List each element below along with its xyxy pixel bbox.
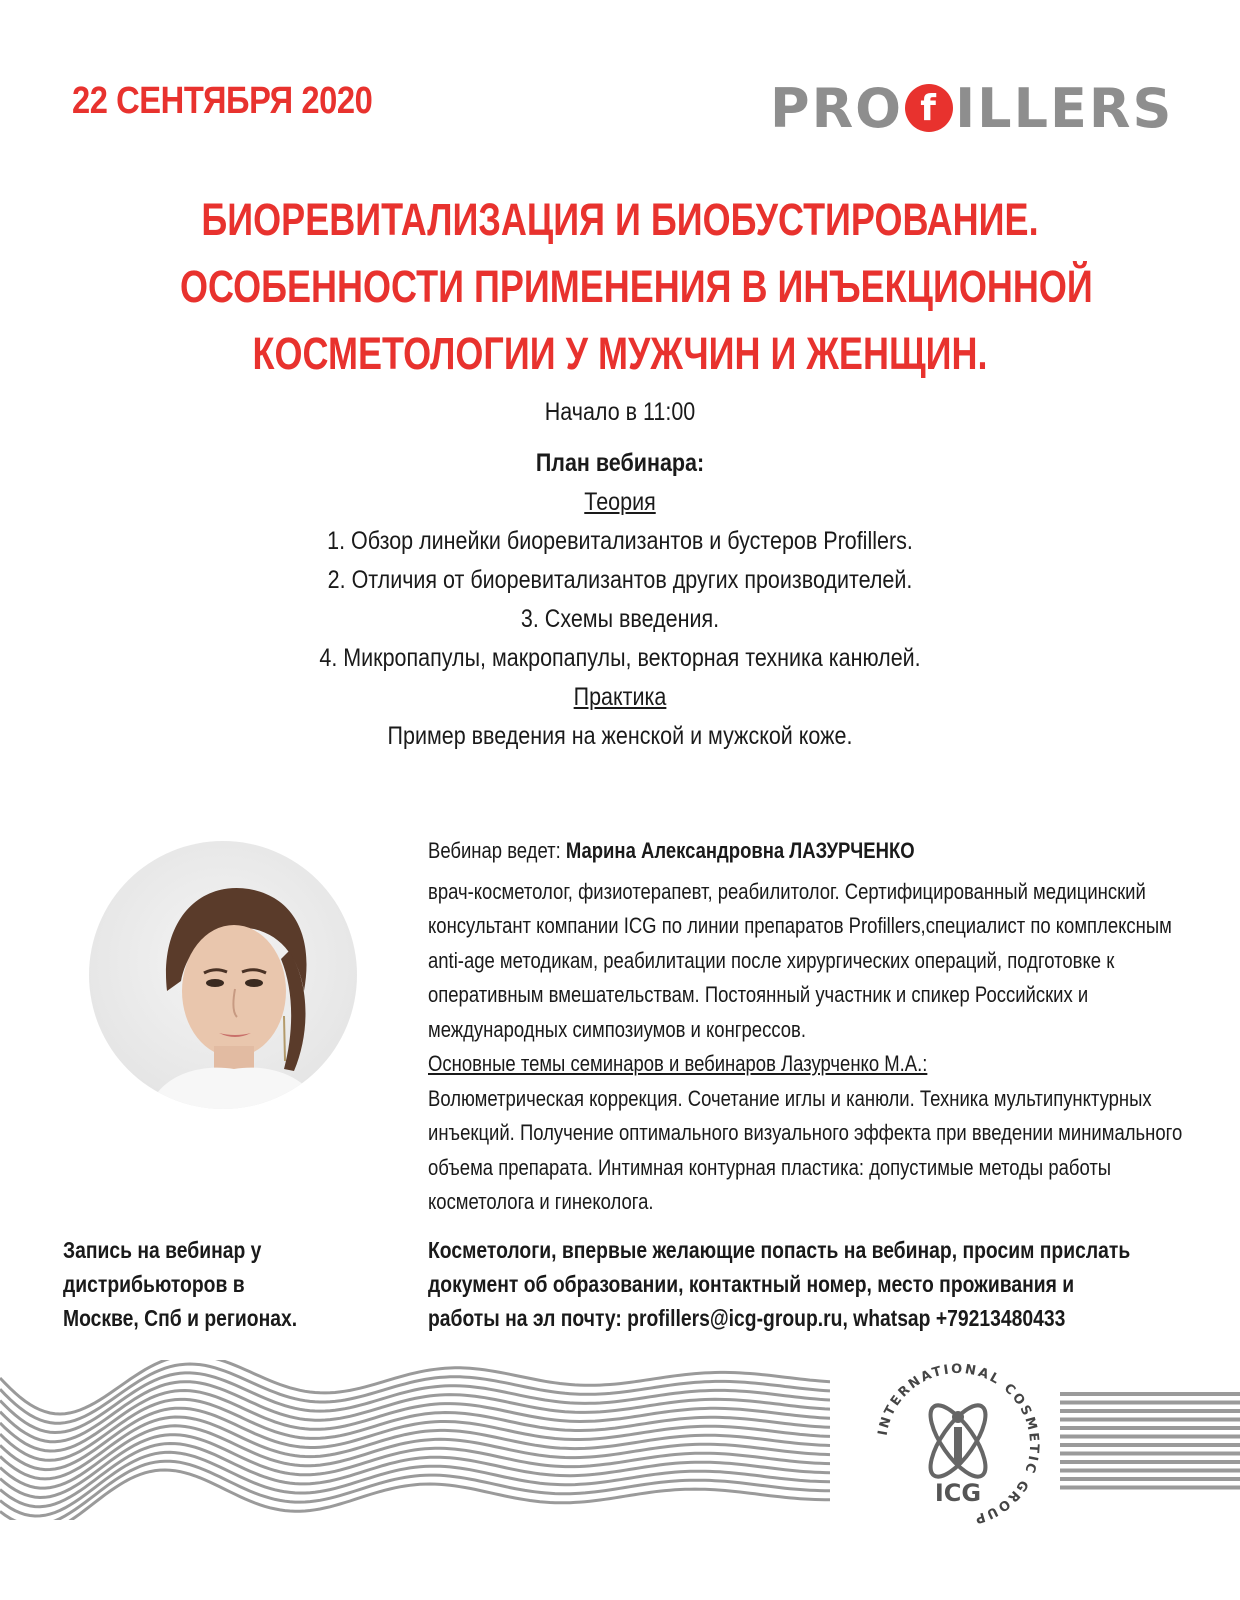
- icg-ring-text: INTERNATIONAL COSMETIC GROUP: [875, 1361, 1042, 1527]
- host-line: [428, 834, 1066, 869]
- stripe-line: [1060, 1426, 1240, 1430]
- speaker-portrait-illustration: [89, 841, 357, 1109]
- stripe-line: [1060, 1409, 1240, 1413]
- practice-item: Пример введения на женской и мужской коже.: [387, 722, 853, 750]
- notice-line: работы на эл почту: profillers@icg-group.ru, whatsap +79213480433: [428, 1305, 1066, 1331]
- title-line: БИОРЕВИТАЛИЗАЦИЯ И БИОБУСТИРОВАНИЕ.: [201, 194, 1039, 245]
- plan-title: План вебинара:: [535, 449, 705, 477]
- practice-heading: Практика: [573, 683, 667, 711]
- bio-line: консультант компании ICG по линии препаратов Profillers,специалист по комплексным: [428, 913, 1172, 938]
- icg-label: ICG: [934, 1479, 982, 1507]
- webinar-plan: [120, 393, 1120, 756]
- bio-line: оперативным вмешательствам. Постоянный участник и спикер Российских и: [428, 982, 1089, 1007]
- stripe-line: [1060, 1477, 1240, 1481]
- logo-text-pro: PRO: [770, 76, 904, 140]
- title-line: КОСМЕТОЛОГИИ У МУЖЧИН И ЖЕНЩИН.: [252, 328, 988, 379]
- stripe-line: [1060, 1452, 1240, 1456]
- start-time: Начало в 11:00: [544, 398, 696, 426]
- notice-line: Косметологи, впервые желающие попасть на вебинар, просим прислать: [428, 1237, 1131, 1263]
- bio-line: врач-косметолог, физиотерапевт, реабилитолог. Сертифицированный медицинский: [428, 878, 1146, 904]
- theory-heading: Теория: [584, 488, 656, 516]
- stripe-line: [1060, 1418, 1240, 1422]
- theory-item: 2. Отличия от биоревитализантов других производителей.: [327, 566, 913, 594]
- signup-line: Запись на вебинар у: [63, 1237, 262, 1263]
- signup-line: дистрибьюторов в: [63, 1271, 245, 1297]
- stripe-line: [1060, 1392, 1240, 1396]
- webinar-title: [70, 186, 1170, 387]
- event-date: 22 СЕНТЯБРЯ 2020: [72, 80, 373, 122]
- speaker-bio: [428, 834, 1188, 1220]
- speaker-photo: [89, 841, 357, 1109]
- stripe-line: [1060, 1469, 1240, 1473]
- stripe-line: [1060, 1460, 1240, 1464]
- signup-info: [63, 1233, 363, 1335]
- icg-emblem: [868, 1355, 1048, 1535]
- decorative-stripes: [1060, 1392, 1240, 1492]
- theory-item: 1. Обзор линейки биоревитализантов и бустеров Profillers.: [327, 527, 913, 555]
- notice-line: документ об образовании, контактный номер, место проживания и: [428, 1271, 1075, 1297]
- profillers-logo: [770, 78, 1180, 138]
- topics-heading: Основные темы семинаров и вебинаров Лазурченко М.А.:: [428, 1051, 928, 1076]
- title-line: ОСОБЕННОСТИ ПРИМЕНЕНИЯ В ИНЪЕКЦИОННОЙ: [180, 261, 1093, 312]
- stripe-line: [1060, 1401, 1240, 1405]
- topics-line: инъекций. Получение оптимального визуального эффекта при введении минимального: [428, 1120, 1183, 1145]
- topics-line: объема препарата. Интимная контурная пластика: допустимые методы работы: [428, 1154, 1112, 1180]
- host-name: Марина Александровна ЛАЗУРЧЕНКО: [565, 838, 915, 863]
- theory-item: 4. Микропапулы, макропапулы, векторная техника канюлей.: [319, 644, 921, 672]
- theory-item: 3. Схемы введения.: [520, 605, 720, 633]
- topics-line: косметолога и гинеколога.: [428, 1189, 654, 1214]
- host-label: Вебинар ведет:: [428, 838, 566, 863]
- stripe-line: [1060, 1486, 1240, 1490]
- bio-line: международных симпозиумов и конгрессов.: [428, 1016, 806, 1042]
- bio-line: anti-age методикам, реабилитации после хирургических операций, подготовке к: [428, 947, 1115, 973]
- stripe-line: [1060, 1435, 1240, 1439]
- logo-f-circle: f: [905, 84, 953, 132]
- stripe-line: [1060, 1443, 1240, 1447]
- signup-line: Москве, Спб и регионах.: [63, 1305, 298, 1331]
- registration-notice: [428, 1233, 1188, 1335]
- decorative-waves: [0, 1360, 830, 1520]
- topics-line: Волюметрическая коррекция. Сочетание иглы и канюли. Техника мультипунктурных: [428, 1085, 1152, 1111]
- logo-text-illers: ILLERS: [955, 76, 1174, 140]
